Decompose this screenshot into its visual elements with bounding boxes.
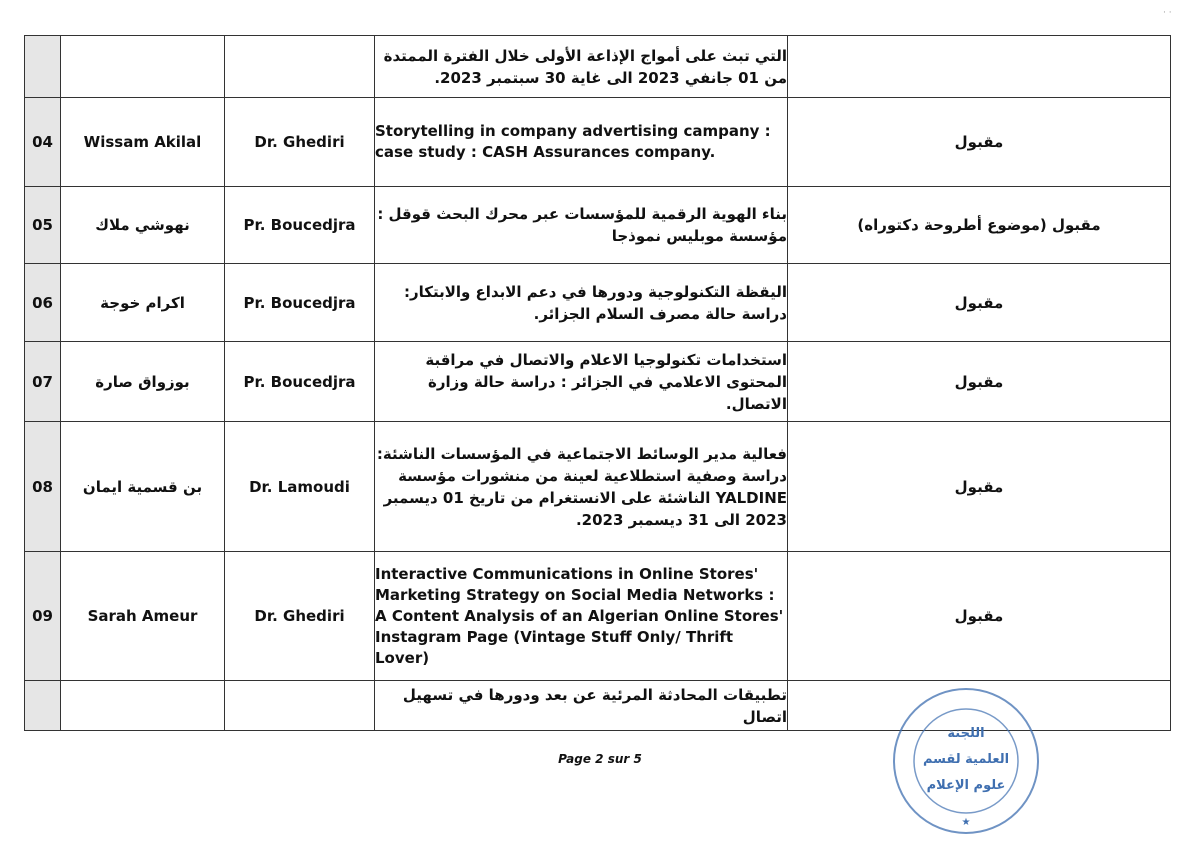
thesis-title: Storytelling in company advertising campany : case study : CASH Assurances company. — [375, 98, 788, 187]
student-name: Sarah Ameur — [61, 552, 225, 681]
supervisor-name: Dr. Ghediri — [225, 552, 375, 681]
supervisor-name: Dr. Ghediri — [225, 98, 375, 187]
supervisor-name — [225, 36, 375, 98]
table-row — [25, 422, 1171, 552]
table-row — [25, 342, 1171, 422]
supervisor-name: Pr. Boucedjra — [225, 342, 375, 422]
thesis-title: بناء الهوية الرقمية للمؤسسات عبر محرك البحث قوقل : مؤسسة موبليس نموذجا — [375, 187, 788, 264]
decision-status: مقبول — [788, 264, 1171, 342]
student-name: نهوشي ملاك — [61, 187, 225, 264]
row-number: 09 — [25, 552, 61, 681]
student-name — [61, 681, 225, 731]
student-name: بن قسمية ايمان — [61, 422, 225, 552]
thesis-title: استخدامات تكنولوجيا الاعلام والاتصال في مراقبة المحتوى الاعلامي في الجزائر : دراسة حالة وزارة الاتصال. — [375, 342, 788, 422]
page-footer: Page 2 sur 5 — [558, 752, 642, 766]
thesis-title: تطبيقات المحادثة المرئية عن بعد ودورها في تسهيل اتصال — [375, 681, 788, 731]
table-row — [25, 552, 1171, 681]
row-number: 07 — [25, 342, 61, 422]
supervisor-name — [225, 681, 375, 731]
student-name — [61, 36, 225, 98]
table-row — [25, 98, 1171, 187]
thesis-title: اليقظة التكنولوجية ودورها في دعم الابداع والابتكار: دراسة حالة مصرف السلام الجزائر. — [375, 264, 788, 342]
row-number — [25, 681, 61, 731]
decision-status: مقبول — [788, 552, 1171, 681]
decision-status: مقبول (موضوع أطروحة دكتوراه) — [788, 187, 1171, 264]
supervisor-name: Pr. Boucedjra — [225, 187, 375, 264]
thesis-title: Interactive Communications in Online Stores' Marketing Strategy on Social Media Networks : A Content Analysis of an Algerian Online Stores' Instagram Page (Vintage Stuff Only/ Thrift Lover) — [375, 552, 788, 681]
table-row — [25, 36, 1171, 98]
decision-status: مقبول — [788, 422, 1171, 552]
stamp-line-3: علوم الإعلام — [926, 778, 1006, 793]
student-name: اكرام خوجة — [61, 264, 225, 342]
stamp-line-2: العلمية لقسم — [922, 752, 1010, 767]
thesis-title: فعالية مدير الوسائط الاجتماعية في المؤسسات الناشئة: دراسة وصفية استطلاعية لعينة من منشورات مؤسسة YALDINE الناشئة على الانستغرام من تاريخ 01 ديسمبر 2023 الى 31 ديسمبر 2023. — [375, 422, 788, 552]
committee-stamp — [886, 685, 1046, 837]
row-number: 04 — [25, 98, 61, 187]
supervisor-name: Dr. Lamoudi — [225, 422, 375, 552]
supervisor-name: Pr. Boucedjra — [225, 264, 375, 342]
decision-status: مقبول — [788, 98, 1171, 187]
thesis-title: التي تبث على أمواج الإذاعة الأولى خلال الفترة الممتدة من 01 جانفي 2023 الى غاية 30 سبتمبر 2023. — [375, 36, 788, 98]
subjects-table — [24, 35, 1171, 731]
student-name: بوزواق صارة — [61, 342, 225, 422]
star-icon: ★ — [961, 817, 971, 828]
row-number: 05 — [25, 187, 61, 264]
decision-status — [788, 36, 1171, 98]
row-number: 08 — [25, 422, 61, 552]
corner-mark: · · — [1163, 8, 1172, 18]
row-number — [25, 36, 61, 98]
decision-status: مقبول — [788, 342, 1171, 422]
student-name: Wissam Akilal — [61, 98, 225, 187]
stamp-line-1: اللجنة — [947, 726, 985, 741]
row-number: 06 — [25, 264, 61, 342]
table-row — [25, 264, 1171, 342]
table-row — [25, 187, 1171, 264]
